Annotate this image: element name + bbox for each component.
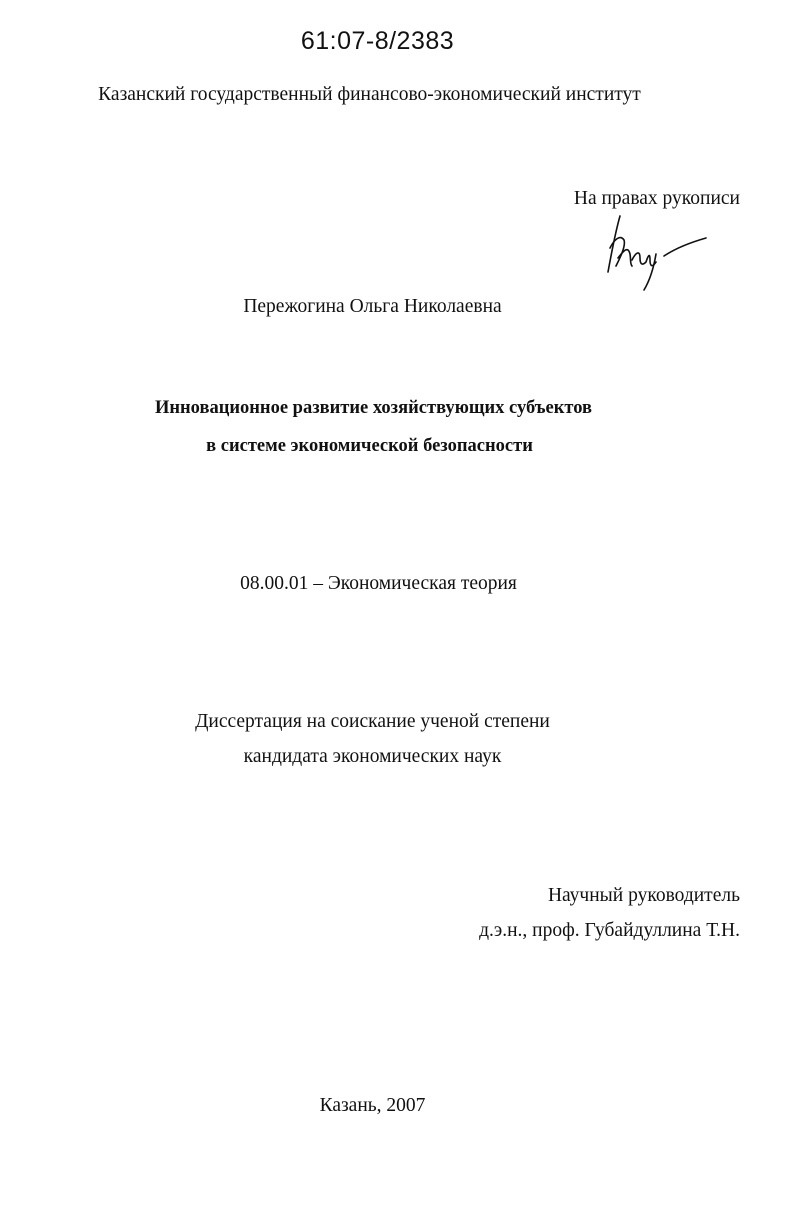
city-year: Казань, 2007 — [319, 1095, 426, 1116]
supervisor-name: д.э.н., проф. Губайдуллина Т.Н. — [479, 920, 740, 941]
institution-name: Казанский государственный финансово-экономический институт — [98, 84, 641, 105]
specialty-code: 08.00.01 – Экономическая теория — [240, 573, 517, 594]
dissertation-title-line-2: в системе экономической безопасности — [206, 436, 533, 456]
degree-line-1: Диссертация на соискание ученой степени — [195, 711, 550, 732]
author-name: Пережогина Ольга Николаевна — [243, 296, 502, 317]
catalog-number: 61:07-8/2383 — [300, 27, 455, 55]
supervisor-label: Научный руководитель — [547, 885, 740, 906]
handwritten-signature-icon — [606, 210, 716, 294]
dissertation-title-line-1: Инновационное развитие хозяйствующих субъектов — [154, 398, 593, 418]
manuscript-rights-label: На правах рукописи — [573, 188, 740, 209]
degree-line-2: кандидата экономических наук — [243, 746, 502, 767]
